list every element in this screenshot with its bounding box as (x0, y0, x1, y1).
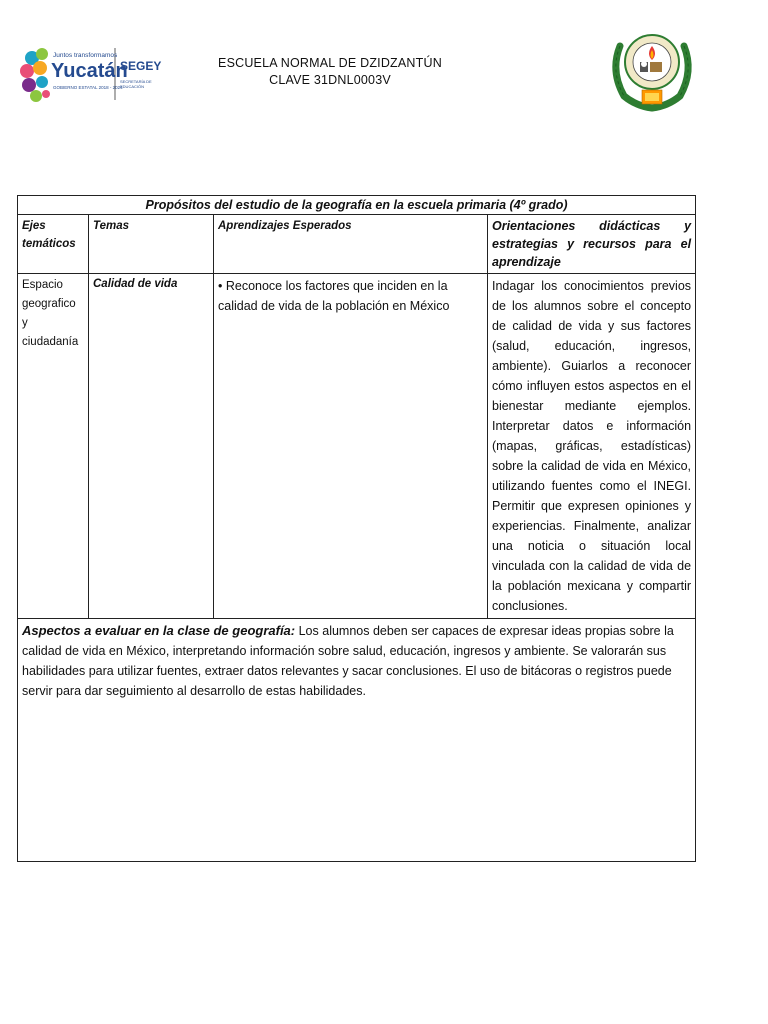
header-ejes: Ejes temáticos (18, 215, 89, 274)
school-code: CLAVE 31DNL0003V (269, 73, 391, 87)
cell-aprendizaje: • Reconoce los factores que inciden en la calidad de vida de la población en México (214, 274, 488, 619)
logo-agency-sub: SECRETARÍA DE EDUCACIÓN (120, 79, 152, 89)
cell-tema: Calidad de vida (89, 274, 214, 619)
header-aprendizajes: Aprendizajes Esperados (214, 215, 488, 274)
evaluation-cell (18, 619, 696, 862)
school-header (200, 55, 460, 89)
evaluation-text: Los alumnos deben ser capaces de expresar ideas propias sobre la calidad de vida en México, interpretando información sobre salud, educación, ingresos y ambiente. Se valorarán sus habilidades para utilizar fuentes, extraer datos relevantes y sacar conclusiones. El uso de bitácoras o registros puede servir para dar seguimiento al desarrollo de estas habilidades. (22, 624, 674, 698)
cell-eje: Espacio geografico y ciudadanía (18, 274, 89, 619)
header-orientaciones: Orientaciones didácticas y estrategias y recursos para el aprendizaje (488, 215, 696, 274)
geography-purposes-table (17, 195, 696, 862)
school-name: ESCUELA NORMAL DE DZIDZANTÚN (218, 56, 442, 70)
header-temas: Temas (89, 215, 214, 274)
evaluation-label: Aspectos a evaluar en la clase de geografía: (22, 623, 296, 638)
logo-agency: SEGEY (120, 59, 162, 73)
yucatan-segey-logo (18, 44, 168, 104)
logo-subtitle: GOBIERNO ESTATAL 2018 - 2024 (53, 85, 123, 90)
school-emblem (606, 26, 698, 112)
logo-name: Yucatán (51, 60, 128, 82)
logo-tagline: Juntos transformamos (53, 52, 118, 59)
table-title: Propósitos del estudio de la geografía en la escuela primaria (4º grado) (18, 196, 696, 215)
cell-orientacion: Indagar los conocimientos previos de los alumnos sobre el concepto de calidad de vida y sus factores (salud, educación, ingresos, ambiente). Guiarlos a reconocer cómo influyen estos aspectos en el bienestar mediante ejemplos. Interpretar datos e información (mapas, gráficas, estadísticas) sobre la calidad de vida en México, utilizando fuentes como el INEGI. Permitir que expresen opiniones y experiencias. Finalmente, analizar una noticia o situación local vinculada con la calidad de vida de la población mexicana y compartir conclusiones. (488, 274, 696, 619)
school-emblem-icon (606, 26, 698, 112)
